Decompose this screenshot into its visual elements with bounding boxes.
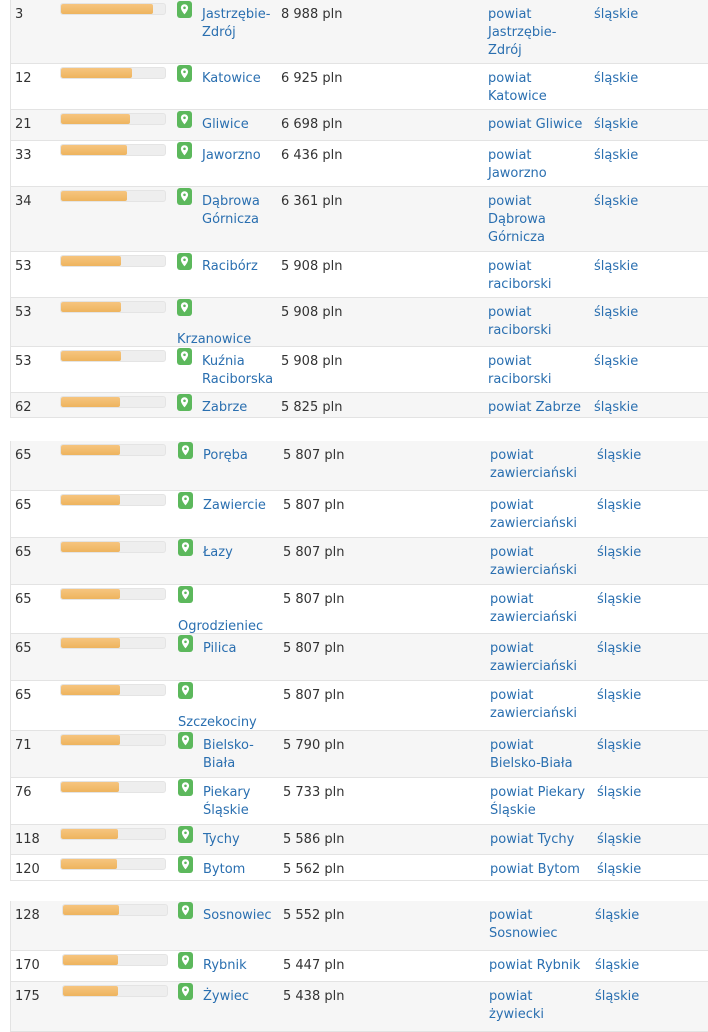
region-link[interactable]: śląskie [594,259,639,274]
region-link[interactable]: śląskie [597,785,642,800]
text-line: powiat [490,545,534,560]
salary-amount: 5 438 pln [283,989,345,1004]
powiat-link[interactable] [489,988,544,1024]
table-row [11,64,708,110]
region-link[interactable]: śląskie [597,832,642,847]
text-line: powiat [490,688,534,703]
city-link[interactable] [203,447,248,465]
salary-bar-fill [61,397,120,407]
text-line: Bielsko- [203,738,254,753]
text-line: Pilica [203,641,237,656]
table-row [11,298,708,347]
map-marker-icon[interactable] [177,65,192,82]
region-link[interactable]: śląskie [595,908,640,923]
salary-bar [60,3,166,15]
rank-value: 65 [15,545,32,560]
city-link[interactable] [203,737,254,773]
text-line: Krzanowice [177,332,252,347]
text-line: Górnicza [488,230,545,245]
text-line: Zabrze [202,400,248,415]
salary-bar [60,144,166,156]
text-line: Tychy [203,832,240,847]
salary-bar [60,255,166,267]
text-line: Jastrzębie- [488,25,557,40]
region-link[interactable]: śląskie [597,448,642,463]
rank-value: 33 [15,148,32,163]
region-link[interactable]: śląskie [594,117,639,132]
table-row [11,441,708,491]
salary-bar-fill [61,302,121,312]
region-link[interactable]: śląskie [595,989,640,1004]
rank-value: 12 [15,71,32,86]
text-line: raciborski [488,277,552,292]
region-link[interactable]: śląskie [594,194,639,209]
text-line: Sosnowiec [489,926,558,941]
rank-value: 62 [15,400,32,415]
table-row [11,681,708,731]
map-marker-icon[interactable] [178,442,193,459]
salary-bar-fill [63,905,119,915]
city-link[interactable] [202,70,261,88]
map-marker-icon[interactable] [178,682,193,699]
powiat-link[interactable] [488,70,547,106]
salary-bar-fill [61,351,121,361]
text-line: Biała [203,756,236,771]
rank-value: 21 [15,117,32,132]
table-row [11,187,708,252]
rank-value: 65 [15,641,32,656]
city-link[interactable] [202,258,258,276]
map-marker-icon[interactable] [177,1,192,18]
text-line: Bielsko-Biała [490,756,573,771]
text-line: powiat [489,908,533,923]
text-line: Śląskie [203,803,249,818]
salary-bar [60,190,166,202]
salary-amount: 5 908 pln [281,305,343,320]
powiat-link[interactable] [490,831,574,849]
table-row [11,538,708,585]
region-link[interactable]: śląskie [594,305,639,320]
salary-bar-fill [61,445,120,455]
map-marker-icon[interactable] [178,732,193,749]
salary-amount: 6 698 pln [281,117,343,132]
map-marker-icon[interactable] [177,111,192,128]
text-line: powiat [490,448,534,463]
salary-bar-fill [61,829,118,839]
salary-bar-fill [61,782,119,792]
region-link[interactable]: śląskie [594,354,639,369]
map-marker-icon[interactable] [178,856,193,873]
text-line: żywiecki [489,1007,545,1022]
text-line: powiat [488,305,532,320]
text-line: raciborski [488,323,552,338]
salary-bar-fill [61,145,127,155]
powiat-link[interactable] [488,353,552,389]
city-link[interactable] [203,988,249,1006]
text-line: powiat Tychy [490,832,575,847]
salary-bar [60,828,166,840]
text-line: Łazy [203,545,233,560]
text-line: Bytom [203,862,246,877]
rank-value: 76 [15,785,32,800]
rank-value: 170 [15,958,40,973]
map-marker-icon[interactable] [177,188,192,205]
map-marker-icon[interactable] [177,394,192,411]
text-line: Kuźnia [202,354,245,369]
text-line: powiat Gliwice [488,117,583,132]
map-marker-icon[interactable] [177,299,192,316]
salary-amount: 5 807 pln [283,545,345,560]
salary-bar-fill [61,589,120,599]
table-row [11,855,708,881]
powiat-link[interactable] [488,193,546,247]
map-marker-icon[interactable] [178,492,193,509]
salary-amount: 5 825 pln [281,400,343,415]
text-line: powiat Bytom [490,862,580,877]
salary-amount: 5 807 pln [283,688,345,703]
table-section [10,901,708,1032]
salary-amount: 6 436 pln [281,148,343,163]
salary-bar-fill [61,114,130,124]
salary-bar [60,637,166,649]
text-line: powiat [488,71,532,86]
text-line: Górnicza [202,212,259,227]
text-line: powiat Rybnik [489,958,581,973]
text-line: powiat Zabrze [488,400,581,415]
powiat-link[interactable] [490,687,577,723]
city-link[interactable] [203,907,272,925]
salary-bar [62,985,168,997]
text-line: Sosnowiec [203,908,272,923]
region-link[interactable]: śląskie [594,71,639,86]
map-marker-icon[interactable] [178,586,193,603]
rank-value: 128 [15,908,40,923]
salary-bar [60,684,166,696]
powiat-link[interactable] [490,640,577,676]
region-link[interactable]: śląskie [594,400,639,415]
map-marker-icon[interactable] [178,952,193,969]
table-section [10,0,708,418]
salary-bar [60,734,166,746]
region-link[interactable]: śląskie [594,148,639,163]
table-row [11,982,708,1032]
rank-value: 34 [15,194,32,209]
salary-amount: 5 908 pln [281,259,343,274]
region-link[interactable]: śląskie [597,498,642,513]
text-line: zawierciański [490,563,577,578]
salary-amount: 5 807 pln [283,498,345,513]
text-line: zawierciański [490,610,577,625]
salary-amount: 5 807 pln [283,592,345,607]
salary-bar-fill [61,542,120,552]
salary-amount: 5 807 pln [283,641,345,656]
table-row [11,778,708,825]
text-line: powiat [488,194,532,209]
salary-bar [60,350,166,362]
city-link[interactable] [202,353,273,389]
city-link[interactable] [203,831,240,849]
map-marker-icon[interactable] [177,253,192,270]
salary-bar-fill [61,191,127,201]
text-line: zawierciański [490,706,577,721]
city-link[interactable] [202,193,260,229]
map-marker-icon[interactable] [178,983,193,1000]
table-section [10,441,708,881]
text-line: Raciborska [202,372,274,387]
city-link[interactable] [202,6,270,42]
powiat-link[interactable] [490,861,580,879]
text-line: Dąbrowa [202,194,260,209]
salary-bar-fill [61,685,120,695]
rank-value: 53 [15,259,32,274]
text-line: Racibórz [202,259,258,274]
text-line: Szczekociny [178,715,257,730]
powiat-link[interactable] [488,116,582,134]
region-link[interactable]: śląskie [597,545,642,560]
text-line: Śląskie [490,803,536,818]
rank-value: 53 [15,354,32,369]
region-link[interactable]: śląskie [597,592,642,607]
powiat-link[interactable] [488,304,552,340]
region-link[interactable]: śląskie [597,862,642,877]
salary-bar [60,541,166,553]
text-line: Poręba [203,448,248,463]
city-link[interactable] [178,714,257,732]
salary-amount: 5 447 pln [283,958,345,973]
salary-amount: 5 586 pln [283,832,345,847]
table-row [11,901,708,951]
table-row [11,585,708,634]
city-link[interactable] [203,784,250,820]
rank-value: 65 [15,498,32,513]
rank-value: 65 [15,688,32,703]
city-link[interactable] [202,116,249,134]
table-row [11,141,708,187]
text-line: powiat [488,7,532,22]
salary-amount: 5 733 pln [283,785,345,800]
text-line: powiat Piekary [490,785,586,800]
salary-amount: 8 988 pln [281,7,343,22]
powiat-link[interactable] [488,258,552,294]
text-line: Katowice [488,89,547,104]
text-line: Żywiec [203,989,249,1004]
powiat-link[interactable] [490,497,577,533]
salary-bar-fill [61,68,132,78]
salary-bar [62,954,168,966]
salary-amount: 5 790 pln [283,738,345,753]
city-link[interactable] [203,544,233,562]
salary-bar-fill [63,955,118,965]
text-line: Dąbrowa [488,212,546,227]
text-line: powiat [488,259,532,274]
text-line: powiat [490,498,534,513]
salary-bar-fill [61,859,117,869]
salary-bar [60,301,166,313]
region-link[interactable]: śląskie [594,7,639,22]
table-row [11,491,708,538]
salary-bar [60,588,166,600]
rank-value: 71 [15,738,32,753]
text-line: Jastrzębie- [202,7,271,22]
salary-bar [60,494,166,506]
text-line: powiat [488,148,532,163]
powiat-link[interactable] [490,544,577,580]
table-row [11,0,708,64]
table-row [11,110,708,141]
powiat-link[interactable] [490,784,585,820]
powiat-link[interactable] [488,6,556,60]
region-link[interactable]: śląskie [595,958,640,973]
text-line: Jaworzno [488,166,547,181]
table-row [11,393,708,418]
map-marker-icon[interactable] [177,142,192,159]
text-line: zawierciański [490,516,577,531]
rank-value: 118 [15,832,40,847]
salary-amount: 5 807 pln [283,448,345,463]
rank-value: 120 [15,862,40,877]
salary-bar [62,904,168,916]
region-link[interactable]: śląskie [597,641,642,656]
table-row [11,951,708,982]
salary-bar [60,781,166,793]
text-line: Zdrój [202,25,236,40]
salary-amount: 6 925 pln [281,71,343,86]
region-link[interactable]: śląskie [597,738,642,753]
salary-bar-fill [61,735,120,745]
map-marker-icon[interactable] [178,902,193,919]
salary-bar-fill [61,495,120,505]
text-line: raciborski [488,372,552,387]
text-line: Zdrój [488,43,522,58]
powiat-link[interactable] [490,591,577,627]
map-marker-icon[interactable] [178,826,193,843]
city-link[interactable] [203,861,245,879]
city-link[interactable] [203,497,266,515]
salary-bar-fill [61,256,121,266]
map-marker-icon[interactable] [177,348,192,365]
text-line: Jaworzno [202,148,261,163]
city-link[interactable] [202,147,261,165]
rank-value: 65 [15,448,32,463]
salary-bar [60,396,166,408]
city-link[interactable] [203,957,247,975]
salary-bar [60,858,166,870]
table-row [11,252,708,298]
text-line: Katowice [202,71,261,86]
city-link[interactable] [202,399,247,417]
rank-value: 175 [15,989,40,1004]
region-link[interactable]: śląskie [597,688,642,703]
rank-value: 53 [15,305,32,320]
text-line: powiat [489,989,533,1004]
text-line: zawierciański [490,466,577,481]
salary-bar-fill [63,986,118,996]
map-marker-icon[interactable] [178,539,193,556]
table-row [11,347,708,393]
salary-bar [60,113,166,125]
table-row [11,731,708,778]
text-line: powiat [490,592,534,607]
salary-amount: 6 361 pln [281,194,343,209]
salary-bar [60,444,166,456]
map-marker-icon[interactable] [178,635,193,652]
powiat-link[interactable] [490,737,573,773]
powiat-link[interactable] [488,147,547,183]
rank-value: 3 [15,7,24,22]
powiat-link[interactable] [489,957,580,975]
table-row [11,634,708,681]
text-line: powiat [490,641,534,656]
salary-bar-fill [61,638,120,648]
map-marker-icon[interactable] [178,779,193,796]
city-link[interactable] [203,640,237,658]
text-line: Rybnik [203,958,247,973]
rank-value: 65 [15,592,32,607]
salary-amount: 5 908 pln [281,354,343,369]
text-line: Gliwice [202,117,249,132]
salary-amount: 5 562 pln [283,862,345,877]
powiat-link[interactable] [489,907,558,943]
text-line: powiat [488,354,532,369]
text-line: Zawiercie [203,498,266,513]
text-line: Ogrodzieniec [178,619,264,634]
text-line: zawierciański [490,659,577,674]
salary-amount: 5 552 pln [283,908,345,923]
salary-bar-fill [61,4,153,14]
table-row [11,825,708,855]
salary-bar [60,67,166,79]
powiat-link[interactable] [488,399,581,417]
text-line: Piekary [203,785,251,800]
powiat-link[interactable] [490,447,577,483]
text-line: powiat [490,738,534,753]
